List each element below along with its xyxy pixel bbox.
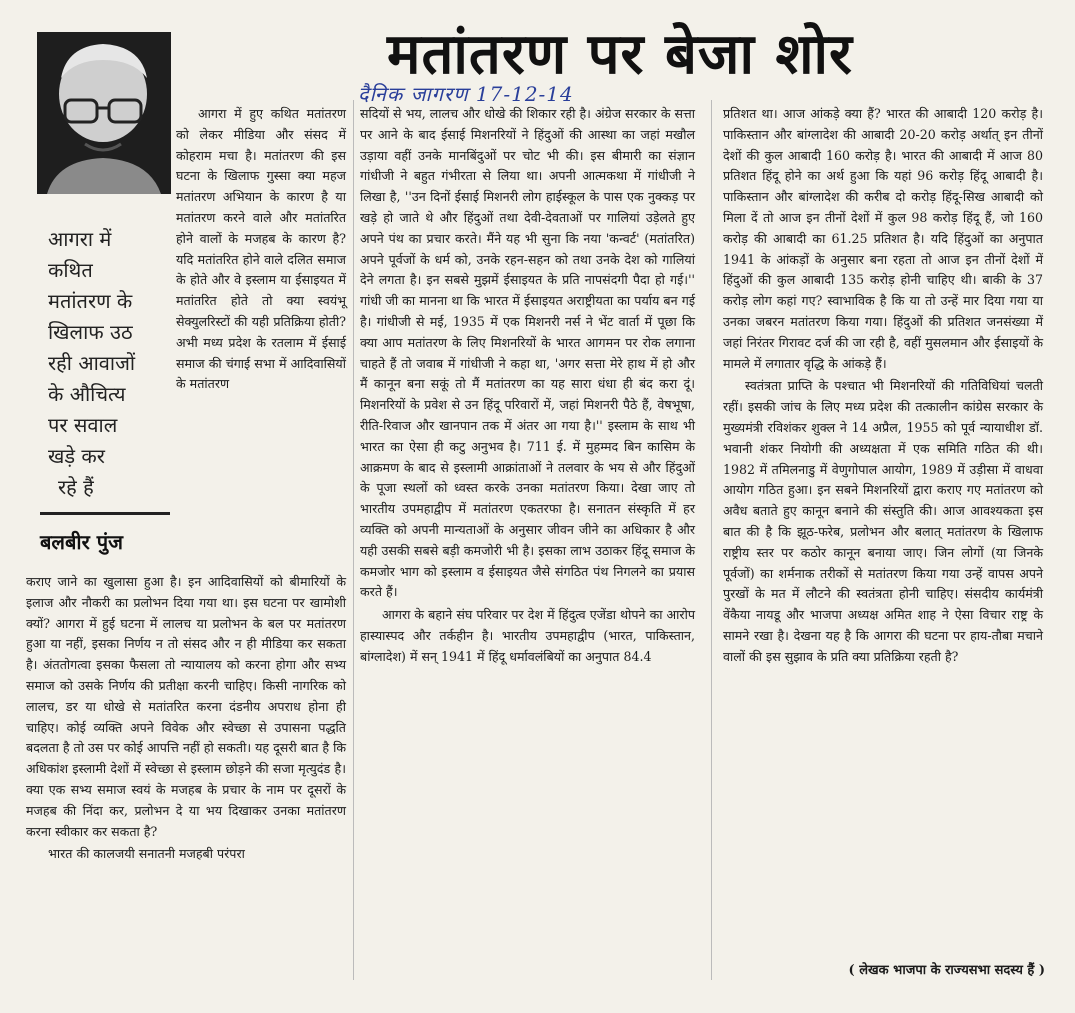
pull-quote-line: खड़े कर	[48, 444, 105, 468]
pull-quote-line: पर सवाल	[48, 413, 118, 437]
pull-quote	[48, 224, 166, 503]
pull-quote-line: आगरा में	[48, 227, 112, 251]
column-2	[360, 104, 695, 670]
pull-quote-line: के औचित्य	[48, 382, 126, 406]
author-credit: ( लेखक भाजपा के राज्यसभा सदस्य हैं )	[848, 963, 1045, 978]
pull-quote-line: रही आवाजों	[48, 351, 136, 375]
pull-quote-line: मतांतरण के	[48, 289, 133, 313]
author-byline: बलबीर पुंज	[40, 530, 123, 554]
author-portrait-icon	[37, 32, 171, 194]
column-1-bottom	[26, 572, 346, 867]
paragraph: आगरा के बहाने संघ परिवार पर देश में हिंदुत्व एजेंडा थोपने का आरोप हास्यास्पद और तर्कहीन है। भारतीय उपमहाद्वीप (भारत, पाकिस्तान, बांग्लादेश) में सन् 1941 में हिंदू धर्मावलंबियों का अनुपात 84.4	[360, 607, 695, 664]
paragraph: सदियों से भय, लालच और धोखे की शिकार रही है। अंग्रेज सरकार के सत्ता पर आने के बाद ईसाई मिशनरियों ने हिंदुओं की आस्था का जहां मखौल उड़ाया वहीं उनके मानबिंदुओं पर चोट भी की। इस बीमारी का संज्ञान गांधीजी ने बहुत गंभीरता से लिया था। अपनी आत्मकथा में गांधीजी ने लिखा है, ''उन दिनों ईसाई मिशनरी लोग हाईस्कूल के पास एक नुक्कड़ पर खड़े हो जाते थे और हिंदुओं तथा देवी-देवताओं पर गालियां उड़ेलते हुए अपने पंथ का प्रचार करते। मैंने यह भी सुना कि नया 'कन्वर्ट' (मतांतरित) अपने पूर्वजों के धर्म को, उनके रहन-सहन को तथा उनके देश को गालियां देने लगता है। इन सबसे मुझमें ईसाइयत के प्रति नापसंदगी पैदा हो गई।'' गांधी जी का मानना था कि भारत में ईसाइयत अराष्ट्रीयता का पर्याय बन गई है। गांधीजी से मई, 1935 में एक मिशनरी नर्स ने भेंट वार्ता में पूछा कि क्या आप मतांतरण के लिए मिशनरियों के भारत आगमन पर रोक लगाना चाहते हैं तो जवाब में गांधीजी ने कहा था, 'अगर सत्ता मेरे हाथ में हो और मैं कानून बना सकूं तो मैं मतांतरण का यह सारा धंधा ही बंद करा दूं। मिशनरियों के प्रवेश से उन हिंदू परिवारों में, जहां मिशनरी पैठे हैं, वेषभूषा, रीति-रिवाज और खानपान तक में अंतर आ गया है।'' इस्लाम के साथ भी भारत का ऐसा ही कटु अनुभव है। 711 ई. में मुहम्मद बिन कासिम के आक्रमण के बाद से इस्लामी आक्रांताओं ने तलवार के भय से और हिंदुओं के पूजा स्थलों को ध्वस्त करके उनका मतांतरण किया। देखा जाए तो भारतीय उपमहाद्वीप में मतांतरण एकतरफा है। सनातन संस्कृति में हर व्यक्ति को अपनी मान्यताओं के अनुसार जीवन जीने का अधिकार है और यही उसकी सबसे बड़ी कमजोरी भी है। इसका लाभ उठाकर हिंदू समाज के कमजोर भाग को इस्लाम व ईसाइयत जैसे संगठित पंथ निगलने का प्रयास करते हैं।	[360, 106, 695, 600]
column-1-top	[176, 104, 346, 397]
paragraph: आगरा में हुए कथित मतांतरण को लेकर मीडिया और संसद में कोहराम मचा है। मतांतरण की इस घटना के खिलाफ गुस्सा क्या महज मतांतरण अभियान के कारण है या मतांतरण करने वाले और मतांतरित होने वालों के मजहब के कारण है? यदि मतांतरित होने वाले दलित समाज के होते और वे इस्लाम या ईसाइयत में मतांतरित होते तो क्या स्वयंभू सेक्युलरिस्टों की यही प्रतिक्रिया होती? अभी मध्य प्रदेश के रतलाम में ईसाई समाज की चंगाई सभा में आदिवासियों के मतांतरण	[176, 106, 346, 392]
paragraph: कराए जाने का खुलासा हुआ है। इन आदिवासियों को बीमारियों के इलाज और नौकरी का प्रलोभन दिया गया था। इस घटना पर खामोशी क्यों? आगरा में हुई घटना में लालच या प्रलोभन के बल पर मतांतरण हुआ या नहीं, इसका निर्णय न तो संसद और न ही मीडिया कर सकता है। अंततोगत्वा इसका फैसला तो न्यायालय को करना होगा और सभ्य समाज को उसके निर्णय की प्रतीक्षा करनी चाहिए। किसी नागरिक को लालच, डर या धोखे से मतांतरित करना दंडनीय अपराध होना ही चाहिए। कोई व्यक्ति अपने विवेक और स्वेच्छा से उपासना पद्धति बदलता है तो उस पर कोई आपत्ति नहीं हो सकती। यह दूसरी बात है कि अधिकांश इस्लामी देशों में स्वेच्छा से इस्लाम छोड़ने की सजा मृत्युदंड है। क्या एक सभ्य समाज स्वयं के मजहब के प्रचार के नाम पर दूसरों के मजहब की निंदा कर, प्रलोभन दे या भय दिखाकर उनका मतांतरण करना स्वीकार कर सकता है?	[26, 574, 346, 839]
paragraph: प्रतिशत था। आज आंकड़े क्या हैं? भारत की आबादी 120 करोड़ है। पाकिस्तान और बांग्लादेश की आबादी 20-20 करोड़ अर्थात् इन तीनों देशों की कुल आबादी 160 करोड़ है। भारत की आबादी में आज 80 प्रतिशत हिंदू होने का अर्थ हुआ कि यहां 96 करोड़ हिंदू आबादी है। पाकिस्तान और बांग्लादेश की करीब दो करोड़ हिंदू-सिख आबादी को मिला दें तो आज इन तीनों देशों में कुल 98 करोड़ हिंदू हैं, जो 160 करोड़ की आबादी का 61.25 प्रतिशत है। यदि हिंदुओं का अनुपात 1941 के आंकड़ों के अनुसार बना रहता तो आज इन तीनों देशों में हिंदुओं की कुल आबादी 135 करोड़ होनी चाहिए थी। बाकी के 37 करोड़ लोग कहां गए? स्वाभाविक है कि या तो उन्हें मार दिया गया या उनका जबरन मतांतरण किया गया। हिंदुओं की प्रतिशत जनसंख्या में जहां निरंतर गिरावट दर्ज की जा रही है, वहीं मुसलमान और ईसाइयों के मामले में लगातार वृद्धि के आंकड़े हैं।	[723, 106, 1043, 371]
handwritten-date-note: दैनिक जागरण 17-12-14	[358, 82, 574, 106]
column-divider	[711, 100, 712, 980]
paragraph: भारत की कालजयी सनातनी मजहबी परंपरा	[48, 846, 245, 862]
pull-quote-line: कथित	[48, 258, 93, 282]
pull-quote-line: रहे हैं	[58, 475, 94, 499]
pull-quote-line: खिलाफ उठ	[48, 320, 133, 344]
author-photo	[37, 32, 171, 194]
paragraph: स्वतंत्रता प्राप्ति के पश्चात भी मिशनरियों की गतिविधियां चलती रहीं। इसकी जांच के लिए मध्य प्रदेश की तत्कालीन कांग्रेस सरकार के मुख्यमंत्री रविशंकर शुक्ल ने 14 अप्रैल, 1955 को पूर्व न्यायाधीश डॉ. भवानी शंकर नियोगी की अध्यक्षता में एक समिति गठित की थी। 1982 में तमिलनाडु में वेणुगोपाल आयोग, 1989 में उड़ीसा में वाधवा आयोग गठित हुआ। इन सबने मिशनरियों द्वारा कराए गए मतांतरण को अवैध बताते हुए कानून बनाने की संस्तुति की। आज आवश्यकता इस बात की है कि झूठ-फरेब, प्रलोभन और बलात् मतांतरण के खिलाफ राष्ट्रीय स्तर पर कठोर कानून बनाया जाए। जिन लोगों (या जिनके पूर्वजों) का शर्मनाक तरीकों से मतांतरण किया गया उन्हें वापस अपने पुरखों के मत में लौटने की स्वतंत्रता होनी चाहिए। संसदीय कार्यमंत्री वेंकैया नायडू और भाजपा अध्यक्ष अमित शाह ने ऐसा विचार राष्ट्र के सामने रखा है। देखना यह है कि आगरा की घटना पर हाय-तौबा मचाने वालों की इस सुझाव के प्रति क्या प्रतिक्रिया रहती है?	[723, 378, 1043, 664]
author-divider	[40, 512, 170, 515]
column-3	[723, 104, 1043, 670]
headline: मतांतरण पर बेजा शोर	[387, 22, 853, 87]
column-divider	[353, 100, 354, 980]
